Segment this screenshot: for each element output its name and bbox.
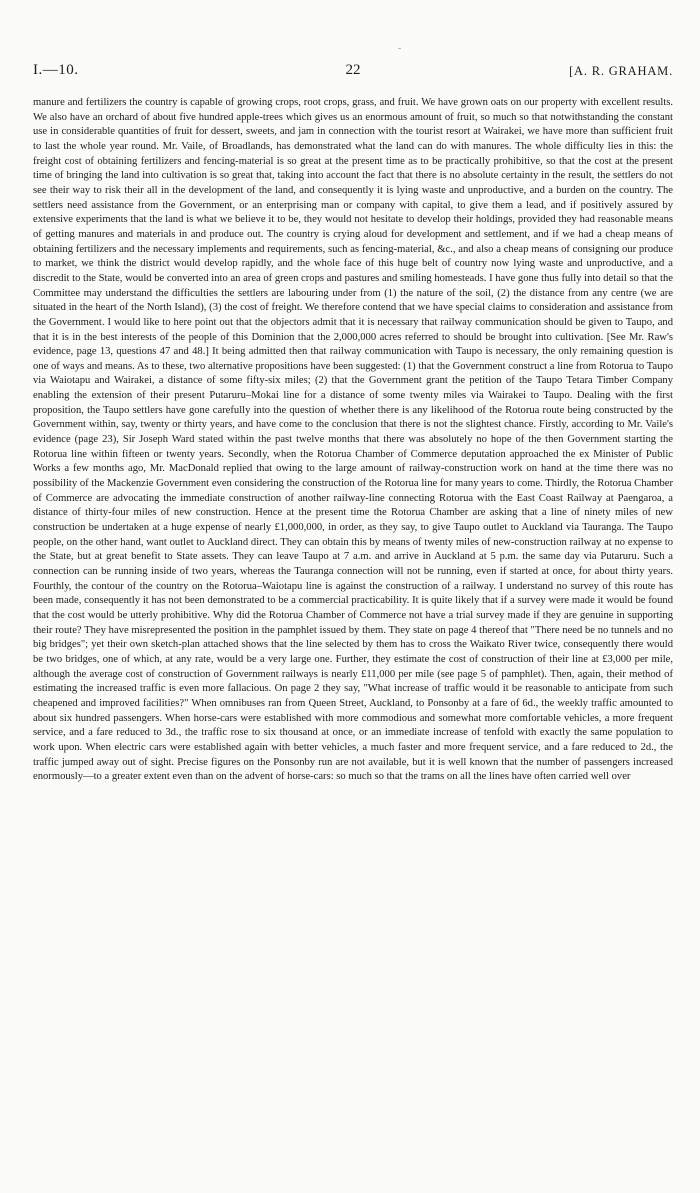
document-reference: I.—10. <box>33 62 79 78</box>
page-mark <box>398 48 401 49</box>
witness-name: [A. R. GRAHAM. <box>569 64 673 78</box>
page-number: 22 <box>345 62 361 78</box>
body-paragraph: manure and fertilizers the country is capable of growing crops, root crops, grass, and fruit. We have grown oats on our property with excellent results. We also have an orchard of about five hundred apple-trees which gives us an enormous amount of fruit, so much so that notwithstanding the constant use in considerable quantities of fruit for dessert, sweets, and jam in connection with the tourist resort at Wairakei, we have more than sufficient fruit to last the whole year round. Mr. Vaile, of Broadlands, has demonstrated what the land can do with manures. The whole difficulty lies in this: the freight cost of obtaining fertilizers and fencing-material is so great at the present time as to be practically prohibitive, so that the cost at the present time of bringing the land into cultivation is so great that, taking into account the fact that there is no absolute certainty in the result, the settlers do not see their way to risk their all in the development of the land, and consequently it is lying waste and unproductive, and a burden on the country. The settlers need assistance from the Government, or an enterprising man or company with capital, to give them a lead, and if positively assured by extensive experiments that the land is what we believe it to be, they would not hesitate to develop their holdings, provided they had reasonable means of getting manures and materials in and produce out. The country is crying aloud for development and settlement, and if we had a cheap means of obtaining fertilizers and the necessary implements and requirements, such as fencing-material, &c., and also a cheap means of consigning our produce to market, we think the district would develop rapidly, and the whole face of this huge belt of country now lying waste and unproductive, and a discredit to the State, would be converted into an area of green crops and pastures and smiling homesteads. I have gone thus fully into detail so that the Committee may understand the difficulties the settlers are labouring under from (1) the nature of the soil, (2) the distance from any centre (we are situated in the heart of the North Island), (3) the cost of freight. We therefore contend that we have special claims to consideration and assistance from the Government. I would like to here point out that the objectors admit that it is necessary that railway communication should be given to Taupo, and that it is in the best interests of the people of this Dominion that the 2,000,000 acres referred to should be brought into cultivation. [See Mr. Raw's evidence, page 13, questions 47 and 48.] It being admitted then that railway communication with Taupo is necessary, the only remaining question is one of ways and means. As to these, two alternative propositions have been suggested: (1) that the Government construct a line from Rotorua to Taupo via Waiotapu and Wairakei, a distance of some fifty-six miles; (2) that the Government grant the petition of the Taupo Tetara Timber Company enabling the extension of their present Putaruru–Mokai line for a distance of some twenty miles via Wairakei to Taupo. Dealing with the first proposition, the Taupo settlers have gone carefully into the question of whether there is any likelihood of the Rotorua route being constructed by the Government within, say, twenty or thirty years, and have come to the conclusion that there is not the slightest chance. Firstly, according to Mr. Vaile's evidence (page 23), Sir Joseph Ward stated within the past twelve months that there was absolutely no hope of the then Government starting the Rotorua line within fifteen or twenty years. Secondly, when the Rotorua Chamber of Commerce deputation approached the ex Minister of Public Works a few months ago, Mr. MacDonald replied that owing to the large amount of railway-construction work on hand at the time there was no possibility of the Mackenzie Government even considering the construction of the Rotorua line for many years to come. Thirdly, the Rotorua Chamber of Commerce are advocating the immediate construction of another railway-line connecting Rotorua with the East Coast Railway at Paengaroa, a distance of thirty-four miles of new construction. Hence at the present time the Rotorua Chamber are asking that a line of ninety miles of new construction be undertaken at a huge expense of nearly £1,000,000, in order, as they say, to give Taupo outlet to Auckland via Tauranga. The Taupo people, on the other hand, want outlet to Auckland direct. They can obtain this by means of twenty miles of new-construction railway at no expense to the State, but at great benefit to State assets. They can leave Taupo at 7 a.m. and arrive in Auckland at 5 p.m. the same day via Putaruru. Such a connection can be running inside of two years, whereas the Tauranga connection will not be running, even if started at once, for about thirty years. Fourthly, the contour of the country on the Rotorua–Waiotapu line is against the construction of a railway. I understand no survey of this route has been made, consequently it has not been demonstrated to be a commercial practicability. It is quite likely that if a survey were made it would be found that the cost would be utterly prohibitive. Why did the Rotorua Chamber of Commerce not have a trial survey made if they are genuine in supporting their route? They have misrepresented the position in the pamphlet issued by them. They state on page 4 thereof that "There need be no tunnels and no big bridges"; yet their own sketch-plan attached shows that the line selected by them has to cross the Waikato River twice, consequently there would be two bridges, one of which, at any rate, would be a very large one. Further, they estimate the cost of construction of their line at £3,000 per mile, although the average cost of construction of Government railways is nearly £11,000 per mile (see page 5 of pamphlet). Then, again, their method of estimating the increased traffic is even more fallacious. On page 2 they say, "What increase of traffic would it be reasonable to anticipate from such cheapened and improved facilities?" When omnibuses ran from Queen Street, Auckland, to Ponsonby at a fare of 6d., the weekly traffic amounted to about six hundred passengers. When horse-cars were established with more commodious and somewhat more comfortable vehicles, a more frequent service, and a fare reduced to 3d., the traffic rose to six thousand at once, or an immediate increase of tenfold with exactly the same population to work upon. When electric cars were established again with better vehicles, a much faster and more frequent service, and a fare reduced to 2d., the traffic jumped away out of sight. Precise figures on the Ponsonby run are not available, but it is well known that the number of passengers increased enormously—to a greater extent even than on the advent of horse-cars: so much so that the trams on all the lines have often carried well over <box>33 97 673 783</box>
page-header <box>33 62 673 86</box>
